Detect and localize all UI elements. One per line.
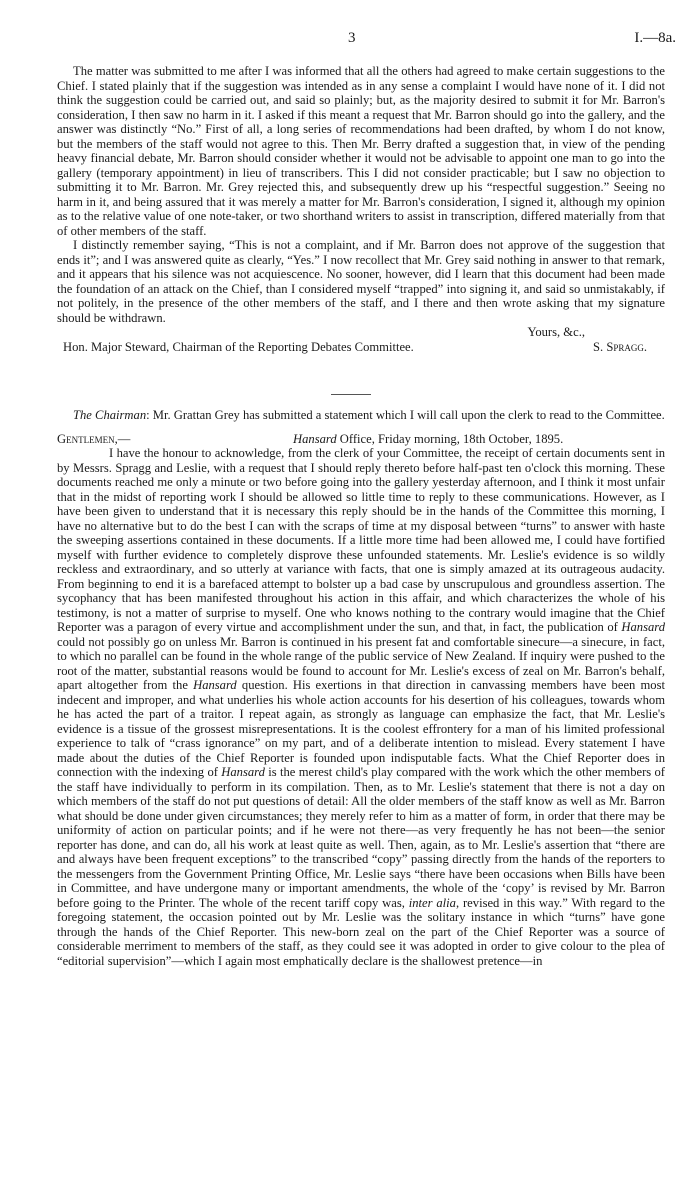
spragg-paragraph-2: I distinctly remember saying, “This is not a complaint, and if Mr. Barron does not approve of the suggestion that ends it”; and I was answered quite as clearly, “Yes.” I now recollect that Mr. Grey said nothing in answer to that remark, and it appears that his silence was not acquiescence. No sooner, however, did I learn that this document had been made the foundation of an attack on the Chief, than I considered myself “trapped” into signing it, and said so unmistakably, if not politely, in the presence of the other members of the staff, and I there and then wrote asking that my signature should be withdrawn. bbox=[57, 238, 665, 325]
page-header bbox=[0, 30, 700, 50]
salutation: Gentlemen,— bbox=[57, 431, 131, 446]
signature-line bbox=[57, 340, 665, 355]
dateline-rest: Office, Friday morning, 18th October, 1895. bbox=[336, 431, 564, 446]
chairman-statement bbox=[57, 408, 665, 423]
italic-inter-alia: inter alia bbox=[408, 895, 456, 910]
speaker-name: The Chairman bbox=[73, 408, 147, 422]
spragg-paragraph-1: The matter was submitted to me after I was informed that all the others had agreed to make certain suggestions to the Chief. I stated plainly that if the suggestion was intended as in any sense a complaint I would have none of it. I did not think the suggestion could be carried out, and said so plainly; but, as the majority desired to submit it for Mr. Barron's consideration, I then saw no harm in it. I asked if this meant a request that Mr. Barron should go into the gallery, and the answer was distinctly “No.” First of all, a long series of recommendations had been drafted, by whom I do not know, but the members of the staff would not agree to this. Then Mr. Berry drafted a suggestion that, in view of the pending heavy financial debate, Mr. Barron should consider whether it would not be advisable to appoint one man to go into the gallery (temporary appointment) in lieu of transcribers. This I did not consider practicable; but I saw no objection to submitting it to Mr. Barron. Mr. Grey rejected this, and subsequently drew up his “respectful suggestion.” Seeing no harm in it, and being assured that it was merely a matter for Mr. Barron's consideration, I signed it, although my opinion as to the relative value of one note-taker, or two shorthand writers to assist in transcription, differed materially from that of other members of the staff. bbox=[57, 64, 665, 238]
paper-reference: I.—8a. bbox=[634, 30, 676, 46]
chairman-text: : Mr. Grattan Grey has submitted a statement which I will call upon the clerk to read to the Committee. bbox=[146, 408, 665, 422]
body-part-4: is the merest child's play compared with the work which the other members of the staff have individually to perform in its compilation. Then, as to Mr. Leslie's statement that there is not a day on which members of the staff do not put questions of detail: All the older members of the staff know as well as Mr. Barron what should be done under given circumstances; they merely refer to him as a matter of form, in order that there may be uniformity of action on particular points; and if he were not there—as very frequently he has not been—the senior reporter has done, and can do, all his work at least quite as well. Then, again, as to Mr. Leslie's assertion that “there are and always have been frequent exceptions” to the transcribed “copy” passing directly from the hands of the reporters to the messengers from the Government Printing Office, Mr. Leslie says “there have been occasions when Bills have been in Committee, and have undergone many or important amendments, the whole of the ‘copy’ is revised by Mr. Barron before going to the Printer. The whole of the recent tariff copy was, bbox=[57, 765, 665, 910]
letter-heading bbox=[57, 432, 665, 447]
italic-hansard-2: Hansard bbox=[193, 678, 237, 692]
dateline-hansard: Hansard bbox=[293, 431, 337, 446]
dateline bbox=[293, 432, 563, 447]
spragg-letter bbox=[57, 64, 665, 354]
page-number: 3 bbox=[348, 30, 356, 46]
grey-statement-section bbox=[57, 408, 665, 968]
body-part-3: question. His exertions in that direction in canvassing members have been most indecent and improper, and what underlies his whole action accounts for his desertion of his colleagues, towards whom he has acted the part of a traitor. I repeat again, as strongly as language can emphasize the fact, that Mr. Leslie's evidence is a tissue of the grossest misrepresentations. It is the coolest effrontery for a man of his limited professional experience to talk of “crass ignorance” on my part, and of a deliberate intention to mislead. Every statement I have made about the duties of the Chief Reporter is founded upon indisputable facts. What the Chief Reporter does in connection with the indexing of bbox=[57, 678, 665, 779]
body-part-2: could not possibly go on unless Mr. Barron is continued in his present fat and comfortable sinecure—a sinecure, in fact, to which no parallel can be found in the whole range of the public service of New Zealand. If inquiry were pushed to the root of the matter, substantial reasons would be found to account for Mr. Leslie's excess of zeal on Mr. Barron's behalf, apart altogether from the bbox=[57, 634, 665, 692]
grey-letter-body bbox=[57, 446, 665, 968]
closing-salutation: Yours, &c., bbox=[527, 325, 585, 339]
body-part-1: I have the honour to acknowledge, from the clerk of your Committee, the receipt of certain documents sent in by Messrs. Spragg and Leslie, with a request that I should reply thereto before half-past ten o'clock this morning. These documents reached me only a minute or two before going into the gallery yesterday afternoon, and I think it most unfair that in the midst of reporting work I should be allowed so little time to reply to these communications. However, as I have been given to understand that it is necessary this reply should be in the hands of the Committee this morning, I have no alternative but to do the best I can with the scraps of time at my disposal between “turns” to answer with haste the sweeping assertions contained in these documents. If a little more time had been allowed me, I could have fortified myself with further evidence to completely disprove these unfounded statements. Mr. Leslie's evidence is so wildly reckless and extraordinary, and so utterly at variance with facts, that one is simply amazed at its outrageous audacity. From beginning to end it is a barefaced attempt to bolster up a bad case by unscrupulous and groundless assertion. The sycophancy that has been manifested throughout his action in this affair, and which characterizes the whole of his testimony, is not a matter of surprise to myself. One who knows nothing to the contrary would imagine that the Chief Reporter was a paragon of every virtue and accomplishment under the sun, and that, in fact, the publication of bbox=[57, 446, 665, 634]
body-part-5: , revised in this way.” With regard to the foregoing statement, the occasion pointed out by Mr. Leslie was the solitary instance in which “turns” have gone through the hands of the Chief Reporter. This new-born zeal on the part of the Chief Reporter was a source of considerable merriment to members of the staff, as they could see it was adopted in order to give colour to the plea of “editorial supervision”—which I again most emphatically declare is the shallowest pretence—in bbox=[57, 895, 665, 968]
addressee: Hon. Major Steward, Chairman of the Reporting Debates Committee. bbox=[63, 339, 414, 354]
section-divider bbox=[331, 394, 371, 395]
italic-hansard-1: Hansard bbox=[621, 620, 665, 634]
signature: S. Spragg. bbox=[593, 339, 647, 354]
italic-hansard-3: Hansard bbox=[221, 765, 265, 779]
